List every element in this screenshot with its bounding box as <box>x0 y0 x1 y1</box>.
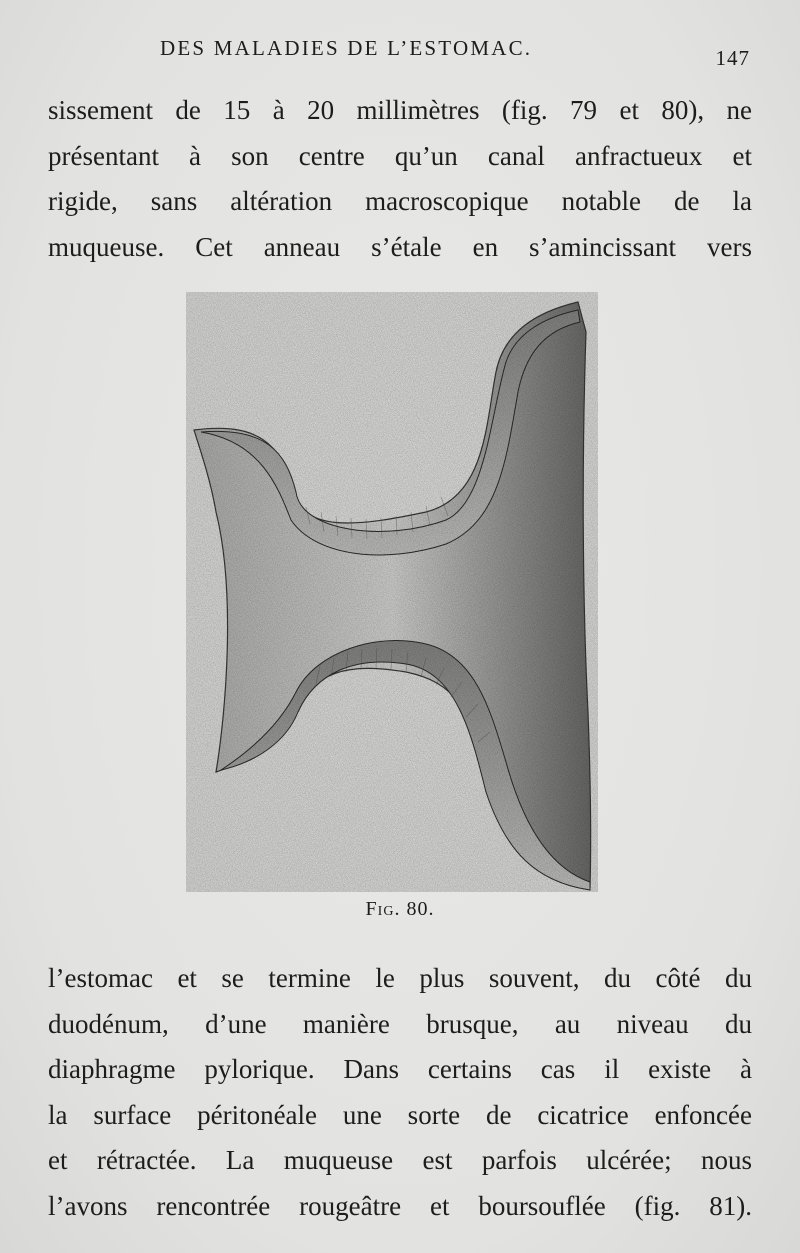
text-line: l’avons rencontrée rougeâtre et boursouflée (fig. 81). <box>48 1190 752 1221</box>
text-line: présentant à son centre qu’un canal anfractueux et <box>48 140 752 171</box>
text-line: l’estomac et se termine le plus souvent, du côté du <box>48 963 752 993</box>
text-line: la surface péritonéale une sorte de cicatrice enfoncée <box>48 1099 752 1130</box>
text-line: diaphragme pylorique. Dans certains cas il existe à <box>48 1054 752 1084</box>
running-title: DES MALADIES DE L’ESTOMAC. <box>160 36 533 60</box>
page-header <box>160 36 750 76</box>
paragraph-bottom <box>48 956 752 1229</box>
text-line: duodénum, d’une manière brusque, au niveau du <box>48 1008 752 1039</box>
figure-caption <box>0 898 800 921</box>
anatomical-illustration <box>186 292 598 892</box>
page-number: 147 <box>715 46 750 70</box>
paragraph-top <box>48 88 752 270</box>
figure-caption-text: Fig. 80. <box>365 898 435 920</box>
text-line: muqueuse. Cet anneau s’étale en s’amincissant vers <box>48 231 752 262</box>
text-line: et rétractée. La muqueuse est parfois ulcérée; nous <box>48 1145 752 1175</box>
text-line: rigide, sans altération macroscopique notable de la <box>48 186 752 216</box>
text-line: sissement de 15 à 20 millimètres (fig. 79 et 80), ne <box>48 95 752 125</box>
